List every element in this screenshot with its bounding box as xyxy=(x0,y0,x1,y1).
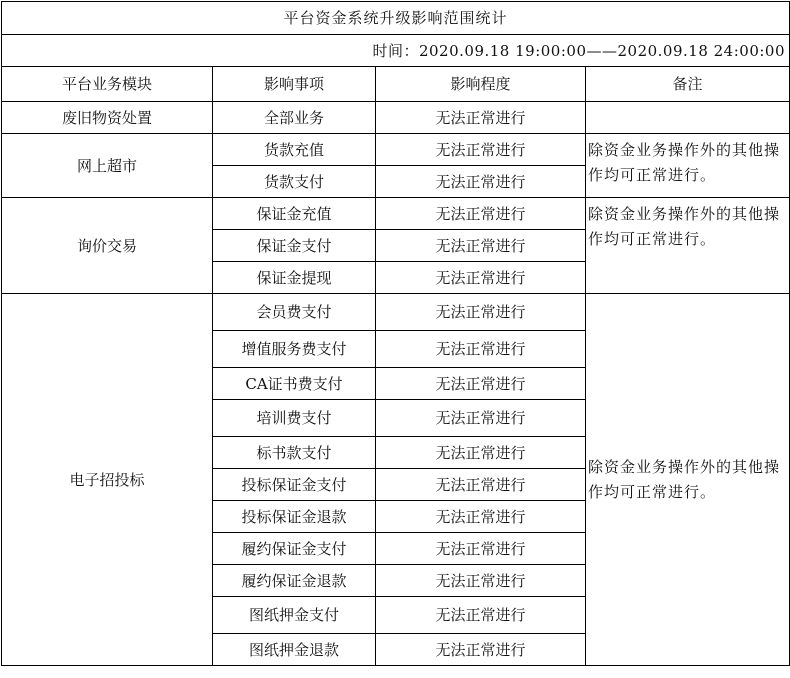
impact-cell: 无法正常进行 xyxy=(376,634,586,666)
item-cell: 会员费支付 xyxy=(213,294,376,331)
table-row xyxy=(2,134,790,166)
impact-cell: 无法正常进行 xyxy=(376,166,586,198)
table-title: 平台资金系统升级影响范围统计 xyxy=(2,2,790,35)
header-impact: 影响程度 xyxy=(376,67,586,102)
header-row xyxy=(2,67,790,102)
item-cell: 履约保证金支付 xyxy=(213,533,376,565)
item-cell: 投标保证金退款 xyxy=(213,501,376,533)
impact-cell: 无法正常进行 xyxy=(376,331,586,368)
time-row xyxy=(2,35,790,67)
item-cell: 图纸押金支付 xyxy=(213,597,376,634)
item-cell: 投标保证金支付 xyxy=(213,469,376,501)
item-cell: 货款充值 xyxy=(213,134,376,166)
item-cell: 图纸押金退款 xyxy=(213,634,376,666)
note-cell xyxy=(586,102,790,134)
table-row xyxy=(2,198,790,230)
item-cell: 保证金支付 xyxy=(213,230,376,262)
item-cell: 增值服务费支付 xyxy=(213,331,376,368)
header-item: 影响事项 xyxy=(213,67,376,102)
impact-cell: 无法正常进行 xyxy=(376,533,586,565)
impact-cell: 无法正常进行 xyxy=(376,262,586,294)
impact-cell: 无法正常进行 xyxy=(376,501,586,533)
item-cell: 保证金充值 xyxy=(213,198,376,230)
module-cell: 询价交易 xyxy=(2,198,213,294)
table-row xyxy=(2,102,790,134)
table-row xyxy=(2,294,790,331)
impact-cell: 无法正常进行 xyxy=(376,565,586,597)
item-cell: CA证书费支付 xyxy=(213,368,376,400)
note-cell: 除资金业务操作外的其他操作均可正常进行。 xyxy=(586,134,790,198)
impact-cell: 无法正常进行 xyxy=(376,230,586,262)
note-cell: 除资金业务操作外的其他操作均可正常进行。 xyxy=(586,198,790,294)
time-range: 时间：2020.09.18 19:00:00——2020.09.18 24:00:00 xyxy=(2,35,790,67)
module-cell: 电子招投标 xyxy=(2,294,213,666)
impact-cell: 无法正常进行 xyxy=(376,437,586,469)
header-module: 平台业务模块 xyxy=(2,67,213,102)
item-cell: 标书款支付 xyxy=(213,437,376,469)
module-cell: 网上超市 xyxy=(2,134,213,198)
title-row xyxy=(2,2,790,35)
item-cell: 全部业务 xyxy=(213,102,376,134)
header-note: 备注 xyxy=(586,67,790,102)
impact-cell: 无法正常进行 xyxy=(376,368,586,400)
item-cell: 培训费支付 xyxy=(213,400,376,437)
item-cell: 保证金提现 xyxy=(213,262,376,294)
note-cell: 除资金业务操作外的其他操作均可正常进行。 xyxy=(586,294,790,666)
impact-cell: 无法正常进行 xyxy=(376,400,586,437)
item-cell: 货款支付 xyxy=(213,166,376,198)
item-cell: 履约保证金退款 xyxy=(213,565,376,597)
impact-statistics-table xyxy=(1,1,790,666)
impact-cell: 无法正常进行 xyxy=(376,134,586,166)
impact-cell: 无法正常进行 xyxy=(376,597,586,634)
impact-cell: 无法正常进行 xyxy=(376,102,586,134)
impact-cell: 无法正常进行 xyxy=(376,294,586,331)
impact-cell: 无法正常进行 xyxy=(376,198,586,230)
impact-cell: 无法正常进行 xyxy=(376,469,586,501)
module-cell: 废旧物资处置 xyxy=(2,102,213,134)
